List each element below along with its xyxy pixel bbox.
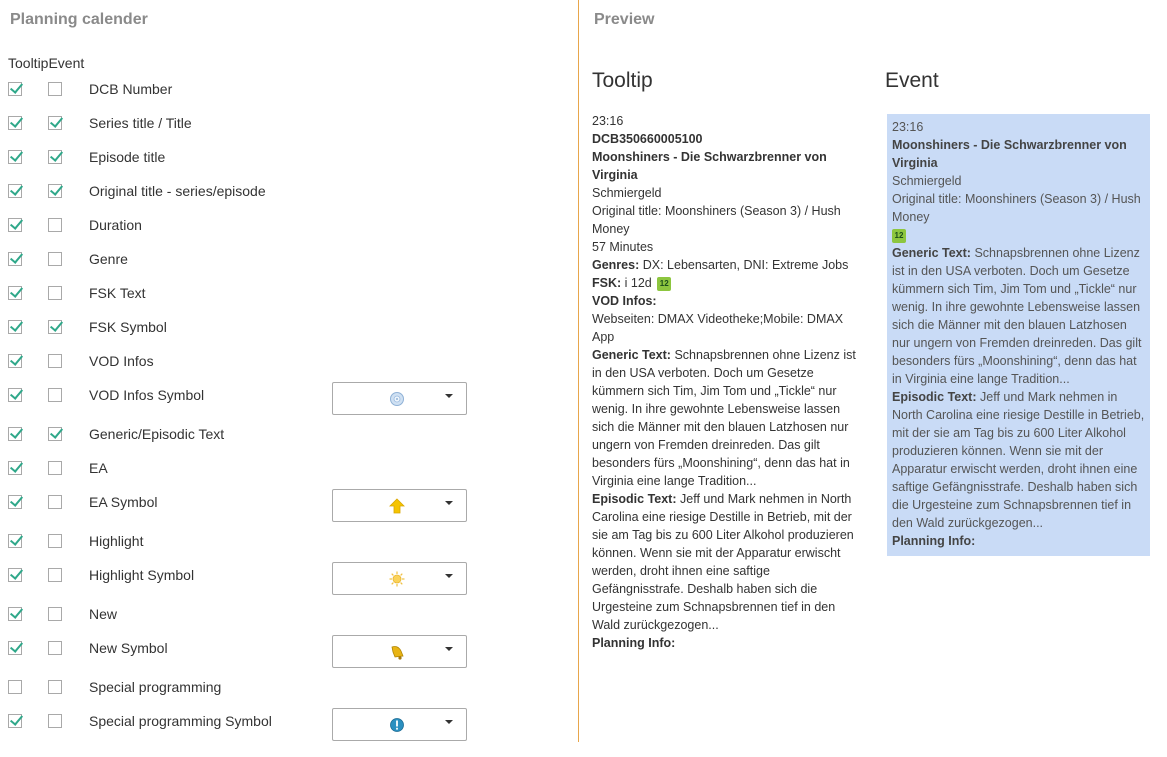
event-checkbox[interactable] bbox=[48, 568, 62, 582]
tooltip-checkbox[interactable] bbox=[8, 714, 22, 728]
settings-row bbox=[0, 532, 578, 554]
settings-row bbox=[0, 459, 578, 481]
event-checkbox[interactable] bbox=[48, 184, 62, 198]
tooltip-checkbox[interactable] bbox=[8, 680, 22, 694]
preview-panel bbox=[579, 0, 1167, 757]
fsk-value: i 12d bbox=[624, 276, 652, 290]
row-label: Generic/Episodic Text bbox=[89, 426, 225, 442]
row-label: Genre bbox=[89, 251, 128, 267]
settings-row bbox=[0, 566, 578, 588]
caret-down-icon bbox=[445, 647, 453, 651]
tooltip-checkbox[interactable] bbox=[8, 495, 22, 509]
settings-row bbox=[0, 712, 578, 734]
settings-row bbox=[0, 216, 578, 238]
settings-row bbox=[0, 250, 578, 272]
planning-info-label: Planning Info: bbox=[892, 534, 976, 548]
time-text: 23:16 bbox=[592, 114, 624, 128]
settings-row bbox=[0, 114, 578, 136]
vod-label: VOD Infos: bbox=[592, 294, 657, 308]
generic-text-label: Generic Text: bbox=[592, 348, 671, 362]
tooltip-checkbox[interactable] bbox=[8, 427, 22, 441]
tooltip-checkbox[interactable] bbox=[8, 82, 22, 96]
settings-row bbox=[0, 352, 578, 374]
tooltip-preview-heading: Tooltip bbox=[592, 69, 653, 92]
generic-text-label: Generic Text: bbox=[892, 246, 971, 260]
event-checkbox[interactable] bbox=[48, 388, 62, 402]
tooltip-checkbox[interactable] bbox=[8, 388, 22, 402]
settings-row bbox=[0, 678, 578, 700]
episodic-text-label: Episodic Text: bbox=[592, 492, 677, 506]
dcb-number-text: DCB350660005100 bbox=[592, 132, 703, 146]
event-checkbox[interactable] bbox=[48, 495, 62, 509]
disc-icon bbox=[389, 391, 405, 407]
row-label: Special programming bbox=[89, 679, 222, 695]
tooltip-checkbox[interactable] bbox=[8, 116, 22, 130]
row-label: EA bbox=[89, 460, 108, 476]
tooltip-checkbox[interactable] bbox=[8, 184, 22, 198]
event-checkbox[interactable] bbox=[48, 150, 62, 164]
series-title-text: Moonshiners - Die Schwarzbrenner von Virginia bbox=[592, 150, 827, 182]
caret-down-icon bbox=[445, 574, 453, 578]
settings-row bbox=[0, 605, 578, 627]
fsk-label: FSK: bbox=[592, 276, 622, 290]
tooltip-checkbox[interactable] bbox=[8, 461, 22, 475]
event-checkbox[interactable] bbox=[48, 534, 62, 548]
settings-row bbox=[0, 80, 578, 102]
event-checkbox[interactable] bbox=[48, 680, 62, 694]
info-icon bbox=[389, 717, 405, 733]
fsk-12-icon: 12 bbox=[657, 277, 671, 291]
generic-text-value: Schnapsbrennen ohne Lizenz ist in den USA verboten. Doch um Gesetze kümmern sich Tim, Jim Tom und „Tickle“ nur wenig. In ihre gewohnte Lebensweise lassen sich die Männer mit den blauen Latzhosen nur ungern von Fremden dreinreden. Das gilt besonders fürs „Moonshining“, denn das hat in Virginia eine lange Tradition... bbox=[592, 348, 856, 488]
planning-info-label: Planning Info: bbox=[592, 636, 676, 650]
row-label: Episode title bbox=[89, 149, 166, 165]
event-column-header: Event bbox=[48, 55, 85, 71]
episodic-text-value: Jeff und Mark nehmen in North Carolina eine riesige Destille in Betrieb, mit der sie am Tag bis zu 600 Liter Alkohol produzieren können. Wenn sie mit der Apparatur erwischt werden, droht ihnen eine saftige Gefängnisstrafe. Deshalb haben sich die Urgesteine zum Schnapsbrennen tief in den Wald zurückgezogen... bbox=[592, 492, 854, 632]
tooltip-column-header: Tooltip bbox=[8, 55, 49, 71]
duration-text: 57 Minutes bbox=[592, 240, 654, 254]
caret-down-icon bbox=[445, 394, 453, 398]
caret-down-icon bbox=[445, 720, 453, 724]
caret-down-icon bbox=[445, 501, 453, 505]
row-label: Original title - series/episode bbox=[89, 183, 266, 199]
settings-row bbox=[0, 148, 578, 170]
event-checkbox[interactable] bbox=[48, 116, 62, 130]
time-text: 23:16 bbox=[892, 120, 924, 134]
event-checkbox[interactable] bbox=[48, 427, 62, 441]
tooltip-checkbox[interactable] bbox=[8, 252, 22, 266]
symbol-dropdown[interactable] bbox=[332, 382, 467, 415]
settings-row bbox=[0, 318, 578, 340]
episode-title-text: Schmiergeld bbox=[592, 186, 662, 200]
episodic-text-label: Episodic Text: bbox=[892, 390, 977, 404]
row-label: Highlight bbox=[89, 533, 144, 549]
event-checkbox[interactable] bbox=[48, 82, 62, 96]
column-headers bbox=[8, 55, 84, 71]
row-label: New bbox=[89, 606, 118, 622]
event-checkbox[interactable] bbox=[48, 354, 62, 368]
row-label: VOD Infos Symbol bbox=[89, 387, 205, 403]
settings-row bbox=[0, 425, 578, 447]
genres-value: DX: Lebensarten, DNI: Extreme Jobs bbox=[642, 258, 849, 272]
row-label: Duration bbox=[89, 217, 142, 233]
fsk-12-icon: 12 bbox=[892, 229, 906, 243]
original-title-text: Original title: Moonshiners (Season 3) / Hush Money bbox=[892, 192, 1141, 224]
row-label: DCB Number bbox=[89, 81, 173, 97]
row-label: FSK Text bbox=[89, 285, 146, 301]
arrow-up-icon bbox=[389, 498, 405, 514]
panel-title: Planning calender bbox=[10, 11, 148, 28]
event-checkbox[interactable] bbox=[48, 714, 62, 728]
tooltip-preview bbox=[592, 112, 858, 652]
genres-label: Genres: bbox=[592, 258, 640, 272]
tooltip-checkbox[interactable] bbox=[8, 354, 22, 368]
tooltip-checkbox[interactable] bbox=[8, 150, 22, 164]
row-label: Highlight Symbol bbox=[89, 567, 195, 583]
generic-text-value: Schnapsbrennen ohne Lizenz ist in den USA verboten. Doch um Gesetze kümmern sich Tim, Jim Tom und „Tickle“ nur wenig. In ihre gewohnte Lebensweise lassen sich die Männer mit den blauen Latzhosen nur ungern von Fremden dreinreden. Das gilt besonders fürs „Moonshining“, denn das hat in Virginia eine lange Tradition... bbox=[892, 246, 1142, 386]
settings-row bbox=[0, 386, 578, 408]
original-title-text: Original title: Moonshiners (Season 3) / Hush Money bbox=[592, 204, 841, 236]
episode-title-text: Schmiergeld bbox=[892, 174, 962, 188]
settings-row bbox=[0, 284, 578, 306]
event-checkbox[interactable] bbox=[48, 641, 62, 655]
tooltip-checkbox[interactable] bbox=[8, 568, 22, 582]
settings-row bbox=[0, 493, 578, 515]
event-checkbox[interactable] bbox=[48, 461, 62, 475]
tooltip-checkbox[interactable] bbox=[8, 320, 22, 334]
settings-panel bbox=[0, 0, 578, 757]
row-label: EA Symbol bbox=[89, 494, 158, 510]
preview-title: Preview bbox=[594, 11, 655, 28]
symbol-dropdown[interactable] bbox=[332, 635, 467, 668]
row-label: New Symbol bbox=[89, 640, 168, 656]
tooltip-checkbox[interactable] bbox=[8, 534, 22, 548]
sun-icon bbox=[389, 571, 405, 587]
row-label: FSK Symbol bbox=[89, 319, 167, 335]
tooltip-checkbox[interactable] bbox=[8, 286, 22, 300]
symbol-dropdown[interactable] bbox=[332, 489, 467, 522]
row-label: VOD Infos bbox=[89, 353, 154, 369]
row-label: Series title / Title bbox=[89, 115, 192, 131]
event-preview-heading: Event bbox=[885, 69, 939, 92]
event-checkbox[interactable] bbox=[48, 607, 62, 621]
event-checkbox[interactable] bbox=[48, 320, 62, 334]
event-checkbox[interactable] bbox=[48, 286, 62, 300]
episodic-text-value: Jeff und Mark nehmen in North Carolina eine riesige Destille in Betrieb, mit der sie am Tag bis zu 600 Liter Alkohol produzieren können. Wenn sie mit der Apparatur erwischt werden, droht ihnen eine saftige Gefängnisstrafe. Deshalb haben sich die Urgesteine zum Schnapsbrennen tief in den Wald zurückgezogen... bbox=[892, 390, 1145, 530]
series-title-text: Moonshiners - Die Schwarzbrenner von Virginia bbox=[892, 138, 1127, 170]
vod-value: Webseiten: DMAX Videotheke;Mobile: DMAX App bbox=[592, 312, 844, 344]
event-checkbox[interactable] bbox=[48, 218, 62, 232]
symbol-dropdown[interactable] bbox=[332, 708, 467, 741]
tooltip-checkbox[interactable] bbox=[8, 218, 22, 232]
row-label: Special programming Symbol bbox=[89, 713, 272, 729]
settings-row bbox=[0, 639, 578, 661]
settings-row bbox=[0, 182, 578, 204]
bell-icon bbox=[389, 644, 405, 660]
tooltip-checkbox[interactable] bbox=[8, 607, 22, 621]
symbol-dropdown[interactable] bbox=[332, 562, 467, 595]
event-checkbox[interactable] bbox=[48, 252, 62, 266]
tooltip-checkbox[interactable] bbox=[8, 641, 22, 655]
event-preview bbox=[887, 114, 1150, 556]
